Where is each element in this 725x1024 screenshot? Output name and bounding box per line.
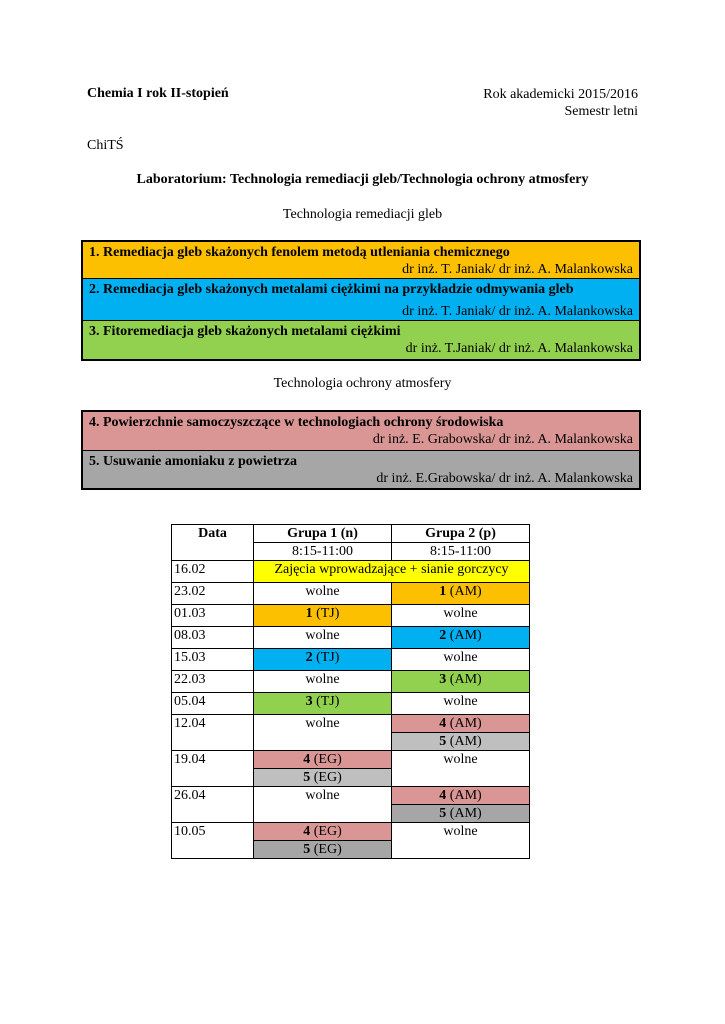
topic-number: 3 — [305, 694, 313, 709]
department: ChiTŚ — [87, 138, 124, 153]
sub-slot — [392, 787, 529, 804]
instructor-tag: (EG) — [310, 770, 342, 785]
schedule-table — [171, 524, 530, 859]
group-2-cell — [392, 627, 530, 649]
header-group-2: Grupa 2 (p) — [392, 525, 530, 543]
topic-authors: dr inż. T. Janiak/ dr inż. A. Malankowska — [402, 304, 633, 319]
topic-4 — [83, 412, 639, 451]
lab-title: Laboratorium: Technologia remediacji gleb/Technologia ochrony atmosfery — [136, 172, 589, 187]
academic-year-line: Rok akademicki 2015/2016 — [483, 87, 638, 102]
topic-number: 4 — [303, 752, 311, 767]
group-1-cell — [254, 693, 392, 715]
topic-number: 5 — [303, 842, 311, 857]
topic-number: 1 — [305, 606, 313, 621]
topic-authors: dr inż. E.Grabowska/ dr inż. A. Malankowska — [376, 471, 633, 486]
table-row — [172, 627, 530, 649]
table-row — [172, 823, 530, 859]
instructor-tag: (EG) — [310, 824, 342, 839]
topic-title: 2. Remediacja gleb skażonych metalami ciężkimi na przykładzie odmywania gleb — [89, 282, 574, 297]
time-group-2: 8:15-11:00 — [392, 543, 530, 561]
course-title: Chemia I rok II-stopień — [87, 86, 229, 101]
section-title-atmosphere: Technologia ochrony atmosfery — [273, 376, 452, 391]
topic-number: 2 — [439, 628, 447, 643]
row-date: 05.04 — [172, 693, 254, 715]
sub-slot — [392, 715, 529, 732]
group-2-cell — [392, 787, 530, 823]
instructor-tag: (TJ) — [312, 694, 340, 709]
group-2-cell — [392, 715, 530, 751]
semester-line: Semestr letni — [564, 104, 638, 119]
instructor-tag: (TJ) — [312, 650, 340, 665]
time-group-1: 8:15-11:00 — [254, 543, 392, 561]
group-1-cell — [254, 823, 392, 859]
group-1-cell — [254, 751, 392, 787]
topic-number: 1 — [439, 584, 447, 599]
topic-authors: dr inż. T. Janiak/ dr inż. A. Malankowska — [402, 262, 633, 277]
instructor-tag: (AM) — [446, 716, 482, 731]
table-row — [172, 649, 530, 671]
row-date: 12.04 — [172, 715, 254, 751]
row-date: 23.02 — [172, 583, 254, 605]
sub-slot — [254, 840, 391, 858]
instructor-tag: (AM) — [446, 788, 482, 803]
topic-5 — [83, 451, 639, 488]
group-2-cell: wolne — [392, 751, 530, 787]
group-2-cell — [392, 583, 530, 605]
sub-slot — [254, 823, 391, 840]
group-1-cell: wolne — [254, 715, 392, 751]
atmosphere-topics — [81, 410, 641, 490]
topic-title: 1. Remediacja gleb skażonych fenolem metodą utleniania chemicznego — [89, 245, 510, 260]
instructor-tag: (AM) — [446, 734, 482, 749]
instructor-tag: (TJ) — [312, 606, 340, 621]
row-date: 15.03 — [172, 649, 254, 671]
topic-number: 5 — [439, 806, 447, 821]
topic-number: 3 — [439, 672, 447, 687]
table-row — [172, 787, 530, 823]
row-date: 19.04 — [172, 751, 254, 787]
table-row — [172, 605, 530, 627]
instructor-tag: (AM) — [446, 584, 482, 599]
topic-1 — [83, 242, 639, 279]
row-date: 26.04 — [172, 787, 254, 823]
topic-title: 5. Usuwanie amoniaku z powietrza — [89, 454, 298, 469]
row-date: 10.05 — [172, 823, 254, 859]
topic-number: 5 — [439, 734, 447, 749]
table-row — [172, 561, 530, 583]
academic-year — [483, 86, 638, 120]
group-1-cell: wolne — [254, 787, 392, 823]
group-2-cell: wolne — [392, 823, 530, 859]
group-1-cell: wolne — [254, 671, 392, 693]
row-date: 22.03 — [172, 671, 254, 693]
sub-slot — [254, 751, 391, 768]
table-header-row — [172, 525, 530, 543]
instructor-tag: (AM) — [446, 628, 482, 643]
remediation-topics — [81, 240, 641, 361]
topic-authors: dr inż. E. Grabowska/ dr inż. A. Malankowska — [372, 432, 633, 447]
topic-number: 5 — [303, 770, 311, 785]
group-1-cell: wolne — [254, 627, 392, 649]
sub-slot — [254, 768, 391, 786]
group-2-cell: wolne — [392, 693, 530, 715]
table-row — [172, 583, 530, 605]
topic-number: 4 — [303, 824, 311, 839]
row-date: 16.02 — [172, 561, 254, 583]
group-2-cell: wolne — [392, 649, 530, 671]
topic-title: 4. Powierzchnie samoczyszczące w technologiach ochrony środowiska — [89, 415, 504, 430]
instructor-tag: (EG) — [310, 842, 342, 857]
topic-3 — [83, 321, 639, 359]
intro-cell: Zajęcia wprowadzające + sianie gorczycy — [254, 561, 530, 583]
group-2-cell: wolne — [392, 605, 530, 627]
sub-slot — [392, 732, 529, 750]
topic-number: 2 — [305, 650, 313, 665]
group-1-cell — [254, 649, 392, 671]
header-group-1: Grupa 1 (n) — [254, 525, 392, 543]
group-1-cell: wolne — [254, 583, 392, 605]
row-date: 01.03 — [172, 605, 254, 627]
group-1-cell — [254, 605, 392, 627]
header-date: Data — [172, 525, 254, 561]
table-row — [172, 671, 530, 693]
topic-number: 4 — [439, 788, 447, 803]
table-row — [172, 693, 530, 715]
topic-number: 4 — [439, 716, 447, 731]
table-row — [172, 715, 530, 751]
instructor-tag: (AM) — [446, 672, 482, 687]
instructor-tag: (EG) — [310, 752, 342, 767]
table-row — [172, 751, 530, 787]
topic-authors: dr inż. T.Janiak/ dr inż. A. Malankowska — [405, 341, 633, 356]
instructor-tag: (AM) — [446, 806, 482, 821]
group-2-cell — [392, 671, 530, 693]
topic-2 — [83, 279, 639, 321]
sub-slot — [392, 804, 529, 822]
section-title-remediation: Technologia remediacji gleb — [282, 207, 443, 222]
topic-title: 3. Fitoremediacja gleb skażonych metalami ciężkimi — [89, 324, 401, 339]
row-date: 08.03 — [172, 627, 254, 649]
